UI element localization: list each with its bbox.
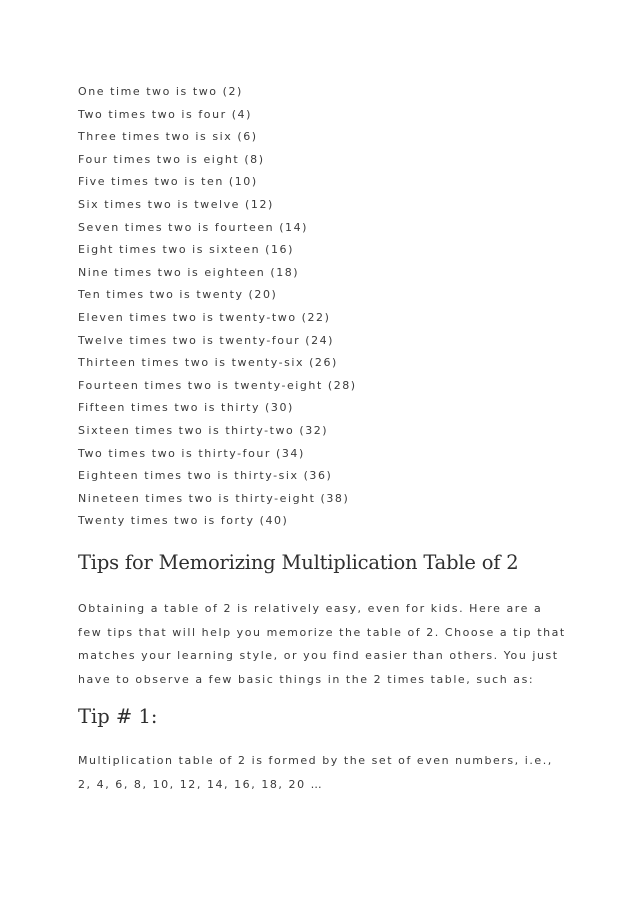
table-line: Nineteen times two is thirty-eight (38) xyxy=(78,491,350,505)
table-line: Twelve times two is twenty-four (24) xyxy=(78,333,335,347)
table-line: Six times two is twelve (12) xyxy=(78,197,274,211)
table-line: Three times two is six (6) xyxy=(78,130,258,144)
table-line: Fifteen times two is thirty (30) xyxy=(78,401,294,415)
table-line: Twenty times two is forty (40) xyxy=(78,514,289,528)
table-line: Five times two is ten (10) xyxy=(78,175,258,189)
table-line: Eight times two is sixteen (16) xyxy=(78,243,294,257)
table-line: Four times two is eight (8) xyxy=(78,152,265,166)
tips-heading: Tips for Memorizing Multiplication Table of 2 xyxy=(78,551,519,574)
tip-1-paragraph: Multiplication table of 2 is formed by the set of even numbers, i.e., 2, 4, 6, 8, 10, 12, 14, 16, 18, 20 … xyxy=(78,754,553,791)
table-line: Ten times two is twenty (20) xyxy=(78,288,278,302)
table-line: Fourteen times two is twenty-eight (28) xyxy=(78,378,357,392)
multiplication-table-list xyxy=(78,83,357,535)
table-line: Eleven times two is twenty-two (22) xyxy=(78,310,331,324)
tip-1-heading: Tip # 1: xyxy=(78,705,158,728)
table-line: Eighteen times two is thirty-six (36) xyxy=(78,469,333,483)
table-line: Nine times two is eighteen (18) xyxy=(78,265,300,279)
tips-paragraph: Obtaining a table of 2 is relatively easy, even for kids. Here are a few tips that will help you memorize the table of 2. Choose a tip that matches your learning style, or you find easier than others. You just have to observe a few basic things in the 2 times table, such as: xyxy=(78,602,566,686)
table-line: One time two is two (2) xyxy=(78,85,243,98)
table-line: Two times two is four (4) xyxy=(78,107,252,121)
table-line: Seven times two is fourteen (14) xyxy=(78,220,308,234)
table-line: Two times two is thirty-four (34) xyxy=(78,446,305,460)
table-line: Sixteen times two is thirty-two (32) xyxy=(78,423,329,437)
table-line: Thirteen times two is twenty-six (26) xyxy=(78,356,338,370)
